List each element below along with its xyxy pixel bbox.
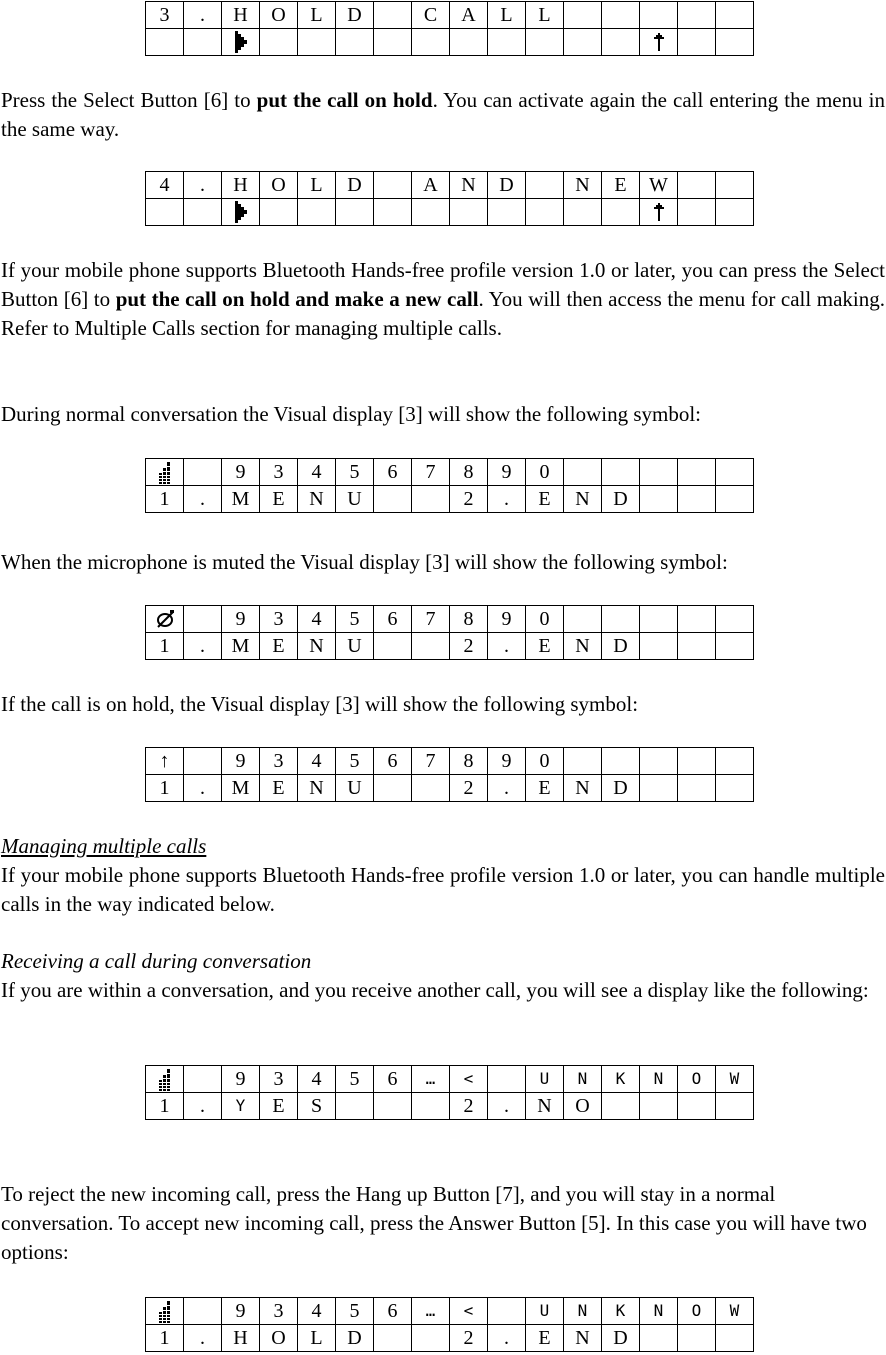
display-cell xyxy=(640,459,678,486)
display-cell xyxy=(184,459,222,486)
display-cell: 9 xyxy=(222,748,260,775)
display-cell: O xyxy=(678,1298,716,1325)
display-cell: . xyxy=(184,1325,222,1352)
display-cell xyxy=(678,486,716,513)
display-cell: O xyxy=(678,1066,716,1093)
display-cell: 8 xyxy=(450,748,488,775)
display-cell xyxy=(716,606,754,633)
display-cell xyxy=(602,606,640,633)
display-cell: W xyxy=(716,1066,754,1093)
display-on-hold xyxy=(145,747,754,802)
display-row xyxy=(146,633,754,660)
display-cell xyxy=(640,633,678,660)
display-cell xyxy=(678,459,716,486)
display-normal xyxy=(145,458,754,513)
display-cell: D xyxy=(602,486,640,513)
paragraph-normal: During normal conversation the Visual display [3] will show the following symbol: xyxy=(1,402,702,426)
display-cell: D xyxy=(336,1325,374,1352)
display-cell: 9 xyxy=(488,748,526,775)
display-cell xyxy=(298,29,336,56)
display-cell: N xyxy=(564,172,602,199)
display-cell: A xyxy=(450,2,488,29)
display-cell: 3 xyxy=(260,1298,298,1325)
display-cell xyxy=(526,29,564,56)
display-cell: 5 xyxy=(336,1066,374,1093)
display-cell: 6 xyxy=(374,1298,412,1325)
display-cell: U xyxy=(336,633,374,660)
display-cell: N xyxy=(640,1298,678,1325)
display-cell xyxy=(716,199,754,226)
display-cell: . xyxy=(184,486,222,513)
display-row xyxy=(146,606,754,633)
display-cell xyxy=(450,29,488,56)
display-cell: N xyxy=(450,172,488,199)
display-row xyxy=(146,29,754,56)
display-cell: N xyxy=(298,486,336,513)
display-cell xyxy=(640,606,678,633)
display-cell: H xyxy=(222,172,260,199)
display-cell: 9 xyxy=(488,459,526,486)
display-row xyxy=(146,1298,754,1325)
display-cell: 6 xyxy=(374,1066,412,1093)
display-cell xyxy=(336,199,374,226)
display-cell: 7 xyxy=(412,748,450,775)
display-cell xyxy=(184,606,222,633)
display-cell: . xyxy=(184,1093,222,1120)
display-cell: 1 xyxy=(146,1325,184,1352)
display-cell: U xyxy=(526,1298,564,1325)
display-cell: 1 xyxy=(146,775,184,802)
display-cell: 1 xyxy=(146,486,184,513)
display-row xyxy=(146,775,754,802)
display-cell: O xyxy=(564,1093,602,1120)
display-cell: E xyxy=(260,1093,298,1120)
display-row xyxy=(146,199,754,226)
display-cell xyxy=(716,459,754,486)
display-cell xyxy=(412,1093,450,1120)
display-cell: K xyxy=(602,1298,640,1325)
display-cell: M xyxy=(222,633,260,660)
display-cell: K xyxy=(602,1066,640,1093)
display-cell: W xyxy=(716,1298,754,1325)
display-cell: W xyxy=(640,172,678,199)
display-cell xyxy=(374,633,412,660)
display-cell: A xyxy=(412,172,450,199)
display-cell xyxy=(336,1093,374,1120)
text: . You can activate again the call entering the menu in the same way. xyxy=(1,88,885,141)
display-cell xyxy=(678,748,716,775)
display-cell: 3 xyxy=(146,2,184,29)
display-cell: M xyxy=(222,486,260,513)
display-cell: . xyxy=(488,633,526,660)
heading-managing-multiple-calls: Managing multiple calls xyxy=(1,834,207,858)
display-cell xyxy=(298,199,336,226)
display-cell: . xyxy=(184,2,222,29)
display-cell: 3 xyxy=(260,748,298,775)
display-cell: N xyxy=(564,1298,602,1325)
display-cell xyxy=(146,459,184,486)
display-cell: O xyxy=(260,172,298,199)
display-hold-and-new xyxy=(145,171,754,226)
display-cell xyxy=(374,199,412,226)
display-cell: 2 xyxy=(450,633,488,660)
display-cell: S xyxy=(298,1093,336,1120)
display-cell xyxy=(146,199,184,226)
paragraph-bluetooth-hold xyxy=(1,256,885,343)
display-cell: N xyxy=(564,633,602,660)
display-cell xyxy=(678,172,716,199)
play-pointer-icon xyxy=(234,201,248,223)
display-cell: 0 xyxy=(526,606,564,633)
display-cell xyxy=(488,199,526,226)
display-cell xyxy=(678,29,716,56)
display-cell xyxy=(412,199,450,226)
display-cell: . xyxy=(488,1325,526,1352)
display-cell: 1 xyxy=(146,633,184,660)
dagger-icon xyxy=(653,32,665,52)
display-cell: 2 xyxy=(450,1325,488,1352)
display-cell xyxy=(526,172,564,199)
display-cell xyxy=(336,29,374,56)
display-cell: … xyxy=(412,1066,450,1093)
display-cell xyxy=(564,29,602,56)
display-cell xyxy=(716,1325,754,1352)
display-cell xyxy=(678,2,716,29)
display-cell xyxy=(564,459,602,486)
display-row xyxy=(146,486,754,513)
display-cell: 5 xyxy=(336,606,374,633)
display-incoming xyxy=(145,1065,754,1120)
display-cell xyxy=(412,1325,450,1352)
display-cell xyxy=(564,748,602,775)
display-row xyxy=(146,459,754,486)
display-cell: 6 xyxy=(374,606,412,633)
display-cell: N xyxy=(564,486,602,513)
display-cell: … xyxy=(412,1298,450,1325)
display-cell xyxy=(716,633,754,660)
display-cell xyxy=(412,633,450,660)
hold-arrow-icon: ↑ xyxy=(146,748,184,775)
display-cell: 9 xyxy=(222,606,260,633)
display-cell xyxy=(678,775,716,802)
display-cell: D xyxy=(602,633,640,660)
display-cell xyxy=(640,199,678,226)
display-cell: L xyxy=(488,2,526,29)
display-cell: U xyxy=(526,1066,564,1093)
display-cell: . xyxy=(184,775,222,802)
display-cell: O xyxy=(260,2,298,29)
display-cell xyxy=(716,486,754,513)
display-cell xyxy=(184,748,222,775)
display-cell xyxy=(602,459,640,486)
display-cell: N xyxy=(564,1325,602,1352)
display-cell: 0 xyxy=(526,459,564,486)
display-cell xyxy=(374,29,412,56)
display-cell: N xyxy=(564,775,602,802)
display-cell xyxy=(184,199,222,226)
display-cell xyxy=(526,199,564,226)
display-cell: 4 xyxy=(298,1298,336,1325)
display-cell: 6 xyxy=(374,748,412,775)
display-cell: E xyxy=(526,1325,564,1352)
text: . You will then access the menu for call making. Refer to Multiple Calls section for managing multiple calls. xyxy=(1,287,885,340)
play-pointer-icon xyxy=(234,31,248,53)
display-cell xyxy=(640,775,678,802)
display-cell: 6 xyxy=(374,459,412,486)
display-cell xyxy=(374,2,412,29)
display-cell: 2 xyxy=(450,775,488,802)
display-row xyxy=(146,1325,754,1352)
display-cell: C xyxy=(412,2,450,29)
display-cell xyxy=(602,199,640,226)
display-cell: 8 xyxy=(450,606,488,633)
display-cell xyxy=(488,1298,526,1325)
display-cell: D xyxy=(602,1325,640,1352)
bold-text: put the call on hold xyxy=(256,88,433,112)
display-cell xyxy=(488,1066,526,1093)
display-cell: . xyxy=(488,1093,526,1120)
display-cell: 3 xyxy=(260,459,298,486)
signal-bars-icon xyxy=(158,460,172,484)
bold-text: put the call on hold and make a new call xyxy=(115,287,479,311)
display-cell: N xyxy=(526,1093,564,1120)
display-cell xyxy=(640,748,678,775)
display-cell: E xyxy=(526,775,564,802)
display-cell: N xyxy=(640,1066,678,1093)
display-cell: D xyxy=(336,2,374,29)
display-cell xyxy=(450,199,488,226)
signal-bars-icon xyxy=(158,1299,172,1323)
display-cell xyxy=(564,2,602,29)
display-cell xyxy=(602,748,640,775)
display-cell: 5 xyxy=(336,1298,374,1325)
paragraph-on-hold: If the call is on hold, the Visual display [3] will show the following symbol: xyxy=(1,692,639,716)
paragraph-muted: When the microphone is muted the Visual display [3] will show the following symbol: xyxy=(1,550,728,574)
text: If your mobile phone supports Bluetooth Hands-free profile version 1.0 or later, you can press the Select Button [6] to xyxy=(1,258,885,311)
display-cell: N xyxy=(298,633,336,660)
display-cell xyxy=(640,486,678,513)
display-cell: 3 xyxy=(260,606,298,633)
display-cell: E xyxy=(260,486,298,513)
display-cell xyxy=(716,29,754,56)
display-cell xyxy=(412,775,450,802)
display-cell: H xyxy=(222,1325,260,1352)
display-cell: D xyxy=(602,775,640,802)
display-cell: E xyxy=(260,633,298,660)
display-cell xyxy=(412,29,450,56)
display-cell: 5 xyxy=(336,459,374,486)
display-cell: . xyxy=(488,775,526,802)
display-cell xyxy=(678,606,716,633)
display-row xyxy=(146,1066,754,1093)
display-cell xyxy=(678,1093,716,1120)
display-cell: 0 xyxy=(526,748,564,775)
signal-bars-icon xyxy=(158,1067,172,1091)
display-cell xyxy=(640,1325,678,1352)
display-cell xyxy=(146,29,184,56)
display-cell: . xyxy=(184,172,222,199)
display-cell: O xyxy=(260,1325,298,1352)
paragraph-hold xyxy=(1,86,885,144)
display-row xyxy=(146,172,754,199)
display-cell: L xyxy=(526,2,564,29)
heading-receiving-call: Receiving a call during conversation xyxy=(1,949,312,973)
display-cell xyxy=(260,29,298,56)
display-cell xyxy=(716,2,754,29)
display-cell xyxy=(602,2,640,29)
display-cell: L xyxy=(298,172,336,199)
display-cell xyxy=(640,29,678,56)
display-cell: D xyxy=(488,172,526,199)
display-cell: Y xyxy=(222,1093,260,1120)
display-cell: < xyxy=(450,1298,488,1325)
display-cell xyxy=(260,199,298,226)
display-cell xyxy=(222,199,260,226)
display-cell xyxy=(184,29,222,56)
display-cell: D xyxy=(336,172,374,199)
display-cell: 8 xyxy=(450,459,488,486)
display-cell xyxy=(678,1325,716,1352)
display-cell xyxy=(640,1093,678,1120)
display-cell: 2 xyxy=(450,1093,488,1120)
display-hold-call xyxy=(145,1,754,56)
display-muted xyxy=(145,605,754,660)
display-cell: 9 xyxy=(222,1066,260,1093)
display-cell: E xyxy=(602,172,640,199)
display-cell xyxy=(412,486,450,513)
display-cell: 4 xyxy=(298,606,336,633)
display-cell: 4 xyxy=(146,172,184,199)
display-cell xyxy=(488,29,526,56)
display-cell: 7 xyxy=(412,459,450,486)
display-options xyxy=(145,1297,754,1352)
display-cell xyxy=(146,1298,184,1325)
display-cell xyxy=(184,1298,222,1325)
dagger-icon xyxy=(653,202,665,222)
display-cell xyxy=(602,29,640,56)
display-cell xyxy=(716,172,754,199)
display-cell: M xyxy=(222,775,260,802)
display-cell: . xyxy=(184,633,222,660)
paragraph-multiple-calls: If your mobile phone supports Bluetooth Hands-free profile version 1.0 or later, you can handle multiple calls in the way indicated below. xyxy=(1,863,885,916)
display-cell xyxy=(184,1066,222,1093)
display-cell: 4 xyxy=(298,748,336,775)
display-cell: L xyxy=(298,2,336,29)
paragraph-reject: To reject the new incoming call, press the Hang up Button [7], and you will stay in a normal conversation. To accept new incoming call, press the Answer Button [5]. In this case you will have two options: xyxy=(1,1182,867,1264)
display-cell: E xyxy=(526,486,564,513)
display-cell: 7 xyxy=(412,606,450,633)
display-cell xyxy=(222,29,260,56)
display-cell xyxy=(146,606,184,633)
display-cell xyxy=(716,748,754,775)
display-cell: 9 xyxy=(222,1298,260,1325)
display-cell: N xyxy=(564,1066,602,1093)
display-cell xyxy=(602,1093,640,1120)
display-cell: . xyxy=(488,486,526,513)
display-cell: E xyxy=(260,775,298,802)
display-cell: < xyxy=(450,1066,488,1093)
display-cell: E xyxy=(526,633,564,660)
display-row xyxy=(146,1093,754,1120)
display-cell xyxy=(716,775,754,802)
display-cell xyxy=(374,1325,412,1352)
display-cell: 9 xyxy=(222,459,260,486)
display-row xyxy=(146,2,754,29)
display-cell: 5 xyxy=(336,748,374,775)
text: Press the Select Button [6] to xyxy=(1,88,257,112)
display-cell xyxy=(374,486,412,513)
display-cell: N xyxy=(298,775,336,802)
display-cell xyxy=(678,199,716,226)
display-cell xyxy=(374,1093,412,1120)
display-cell: 3 xyxy=(260,1066,298,1093)
display-cell: L xyxy=(298,1325,336,1352)
display-cell xyxy=(564,199,602,226)
display-cell xyxy=(640,2,678,29)
display-cell xyxy=(716,1093,754,1120)
display-cell: 9 xyxy=(488,606,526,633)
display-cell: U xyxy=(336,775,374,802)
display-cell xyxy=(374,775,412,802)
display-cell: 1 xyxy=(146,1093,184,1120)
display-cell: 4 xyxy=(298,1066,336,1093)
muted-mic-icon xyxy=(154,609,176,629)
display-cell: 2 xyxy=(450,486,488,513)
display-cell xyxy=(374,172,412,199)
display-cell xyxy=(146,1066,184,1093)
display-cell xyxy=(564,606,602,633)
display-cell: H xyxy=(222,2,260,29)
paragraph-receiving: If you are within a conversation, and you receive another call, you will see a display like the following: xyxy=(1,978,869,1002)
display-cell: U xyxy=(336,486,374,513)
display-cell xyxy=(678,633,716,660)
display-cell: 4 xyxy=(298,459,336,486)
display-row xyxy=(146,748,754,775)
